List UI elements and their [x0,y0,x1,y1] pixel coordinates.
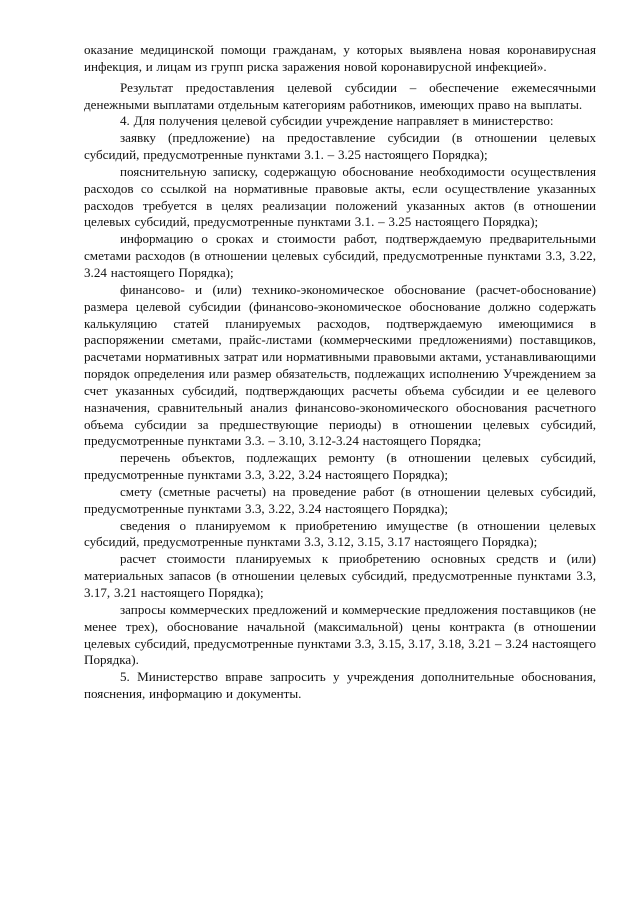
paragraph-commercial-offers: запросы коммерческих предложений и коммерческие предложения поставщиков (не менее трех), обоснование начальной (максимальной) цены контракта (в отношении целевых субсидий, предусмотренные пунктами 3.3, 3.15, 3.17, 3.18, 3.21 – 3.24 настоящего Порядка). [84,601,596,668]
paragraph-economic-justification: финансово- и (или) технико-экономическое обоснование (расчет-обоснование) размера целевой субсидии (финансово-экономическое обоснование должно содержать калькуляцию статей планируемых расходов, подтверждаемую имеющимися в распоряжении сметами, прайс-листами (коммерческими предложениями) поставщиков, расчетами нормативных затрат или нормативными правовыми актами, устанавливающими порядок определения или размер обязательств, подлежащих исполнению Учреждением за счет указанных субсидий, подтверждающих расчеты объема субсидии и ее целевого назначения, сравнительный анализ финансово-экономического обоснования расчетного объема субсидии за предшествующие периоды) в отношении целевых субсидий, предусмотренные пунктами 3.3. – 3.10, 3.12-3.24 настоящего Порядка; [84,281,596,449]
paragraph-item-5: 5. Министерство вправе запросить у учреждения дополнительные обоснования, пояснения, информацию и документы. [84,669,596,702]
paragraph-item-4: 4. Для получения целевой субсидии учреждение направляет в министерство: [120,113,554,129]
paragraph-result: Результат предоставления целевой субсидии – обеспечение ежемесячными денежными выплатами отдельным категориям работников, имеющих право на выплаты. [84,79,596,112]
paragraph-property-info: сведения о планируемом к приобретению имуществе (в отношении целевых субсидий, предусмотренные пунктами 3.3, 3.12, 3.15, 3.17 настоящего Порядка); [84,517,596,550]
paragraph-explanatory-note: пояснительную записку, содержащую обоснование необходимости осуществления расходов со ссылкой на нормативные правовые акты, если осуществление указанных расходов требуется в целях реализации положений указанных актов (в отношении целевых субсидий, предусмотренные пунктами 3.1. – 3.25 настоящего Порядка); [84,163,596,230]
paragraph-assets-calculation: расчет стоимости планируемых к приобретению основных средств и (или) материальных запасов (в отношении целевых субсидий, предусмотренные пунктами 3.3, 3.17, 3.21 настоящего Порядка); [84,551,596,600]
paragraph-repair-objects-list: перечень объектов, подлежащих ремонту (в отношении целевых субсидий, предусмотренные пунктами 3.3, 3.22, 3.24 настоящего Порядка); [84,450,596,483]
paragraph-cost-estimate: смету (сметные расчеты) на проведение работ (в отношении целевых субсидий, предусмотренные пунктами 3.3, 3.22, 3.24 настоящего Порядка); [84,483,596,516]
paragraph-continuation: оказание медицинской помощи гражданам, у которых выявлена новая коронавирусная инфекция, и лицам из групп риска заражения новой коронавирусной инфекцией». [84,42,596,74]
paragraph-application: заявку (предложение) на предоставление субсидии (в отношении целевых субсидий, предусмотренные пунктами 3.1. – 3.25 настоящего Порядка); [84,130,596,163]
paragraph-terms-cost-info: информацию о сроках и стоимости работ, подтверждаемую предварительными сметами расходов (в отношении целевых субсидий, предусмотренные пунктами 3.3, 3.22, 3.24 настоящего Порядка); [84,231,596,280]
